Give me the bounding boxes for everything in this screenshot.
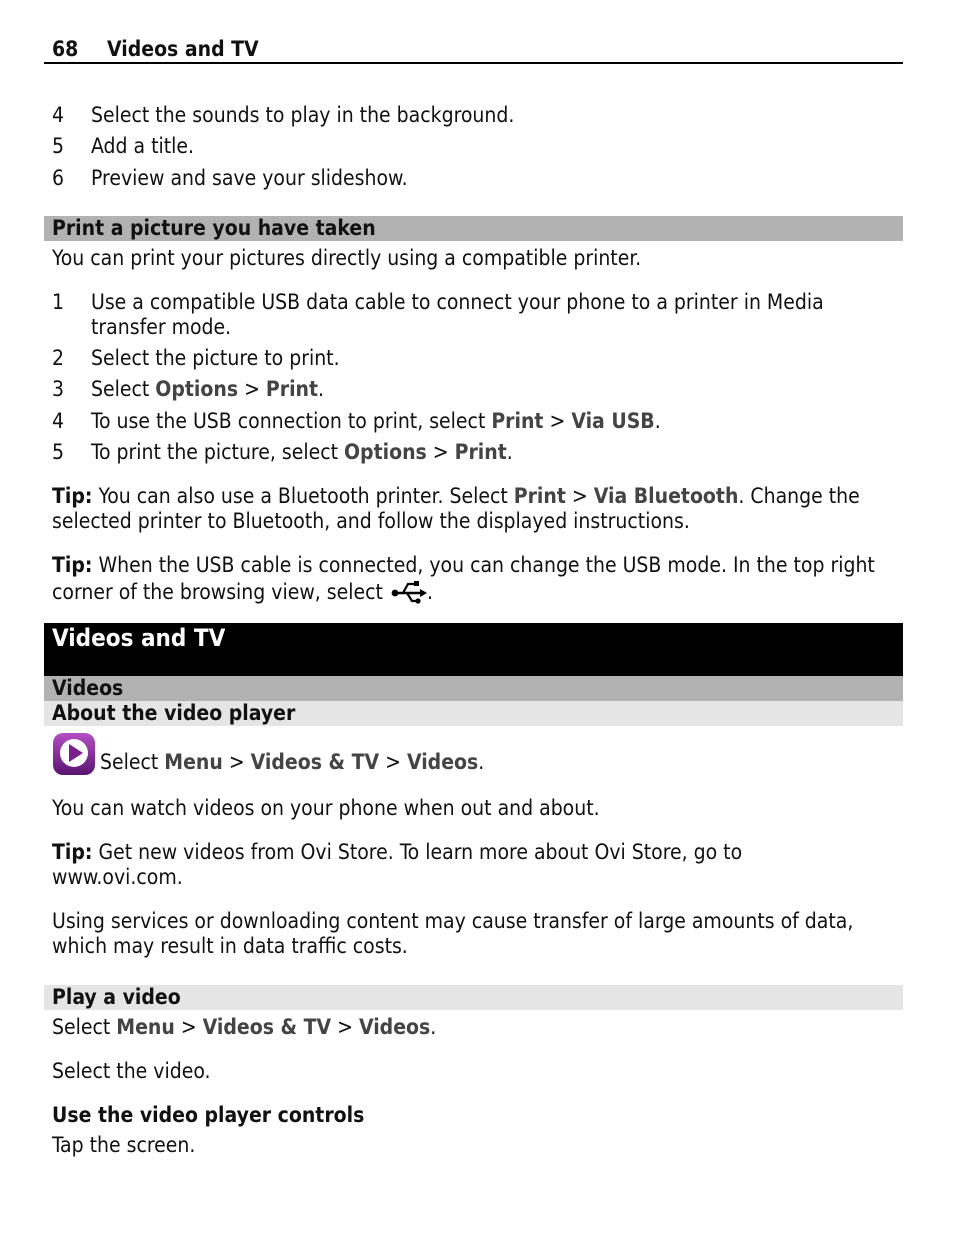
line-post: . xyxy=(478,750,485,774)
step-number: 5 xyxy=(52,440,65,464)
tap-text: Tap the screen. xyxy=(52,1133,196,1157)
play-heading: Play a video xyxy=(52,985,181,1009)
menu-separator: > xyxy=(426,440,455,464)
select-video-text: Select the video. xyxy=(52,1059,211,1083)
menu-options: Options xyxy=(344,440,427,464)
tip-bluetooth-line1 xyxy=(52,484,860,509)
tip-usb-line1 xyxy=(52,553,875,578)
tip-label: Tip: xyxy=(52,840,93,864)
step-text xyxy=(91,377,324,402)
tip-text: corner of the browsing view, select xyxy=(52,579,383,604)
line-post: . xyxy=(430,1015,437,1039)
subsection-title: Videos xyxy=(52,676,124,700)
watch-text: You can watch videos on your phone when out and about. xyxy=(52,796,600,820)
usb-icon xyxy=(391,578,427,606)
step-pre: To use the USB connection to print, select xyxy=(91,409,492,433)
menu-separator: > xyxy=(174,1015,203,1039)
tip-ovi-line1 xyxy=(52,840,742,865)
tip-text: Get new videos from Ovi Store. To learn more about Ovi Store, go to xyxy=(92,840,743,864)
section-title: Videos and TV xyxy=(52,624,226,652)
step-text: Use a compatible USB data cable to connect your phone to a printer in Media transfer mode. xyxy=(91,290,824,339)
video-player-icon xyxy=(52,732,96,776)
step-post: . xyxy=(654,409,661,433)
step-pre: To print the picture, select xyxy=(91,440,344,464)
play-heading-band xyxy=(44,985,903,1010)
step-number: 6 xyxy=(52,166,65,190)
menu-videos-tv: Videos & TV xyxy=(202,1015,332,1039)
step-text: Preview and save your slideshow. xyxy=(91,166,408,190)
step-text: Add a title. xyxy=(91,134,195,158)
print-intro: You can print your pictures directly using a compatible printer. xyxy=(52,246,642,270)
menu-separator: > xyxy=(331,1015,359,1039)
about-heading: About the video player xyxy=(52,701,296,725)
menu-separator: > xyxy=(238,377,266,401)
step-number: 4 xyxy=(52,409,65,433)
tip-label: Tip: xyxy=(52,553,93,577)
menu-print: Print xyxy=(454,440,507,464)
subsection-band xyxy=(44,676,903,701)
menu-via-usb: Via USB xyxy=(571,409,655,433)
step-number: 5 xyxy=(52,134,65,158)
step-number: 2 xyxy=(52,346,65,370)
select-menu-line xyxy=(100,750,484,775)
play-select-line xyxy=(52,1015,436,1040)
menu-options: Options xyxy=(155,377,239,401)
section-band xyxy=(44,623,903,676)
data-cost-line1: Using services or downloading content may cause transfer of large amounts of data, xyxy=(52,909,854,933)
step-text xyxy=(91,409,661,434)
menu-print: Print xyxy=(491,409,544,433)
chapter-title: Videos and TV xyxy=(107,37,259,61)
menu-separator: > xyxy=(565,484,594,508)
menu-menu: Menu xyxy=(116,1015,175,1039)
step-number: 4 xyxy=(52,103,65,127)
step-post: . xyxy=(318,377,325,401)
menu-via-bluetooth: Via Bluetooth xyxy=(593,484,739,508)
tip-text: . xyxy=(426,579,433,604)
print-heading: Print a picture you have taken xyxy=(52,216,376,240)
menu-print: Print xyxy=(265,377,319,401)
menu-videos: Videos xyxy=(358,1015,431,1039)
menu-separator: > xyxy=(222,750,251,774)
tip-ovi-line2: www.ovi.com. xyxy=(52,865,183,889)
tip-bluetooth-line2: selected printer to Bluetooth, and follow the displayed instructions. xyxy=(52,509,690,533)
menu-separator: > xyxy=(543,409,572,433)
tip-usb-line2 xyxy=(52,578,433,606)
step-text: Select the picture to print. xyxy=(91,346,340,370)
tip-text: When the USB cable is connected, you can change the USB mode. In the top right xyxy=(92,553,875,577)
about-heading-band xyxy=(44,701,903,726)
line-pre: Select xyxy=(100,750,165,774)
step-text xyxy=(91,440,513,465)
controls-heading: Use the video player controls xyxy=(52,1103,365,1127)
menu-print: Print xyxy=(513,484,566,508)
print-heading-band xyxy=(44,216,903,241)
step-number: 1 xyxy=(52,290,65,314)
menu-videos-tv: Videos & TV xyxy=(250,750,380,774)
page-number: 68 xyxy=(52,37,79,61)
tip-text: You can also use a Bluetooth printer. Select xyxy=(92,484,514,508)
step-pre: Select xyxy=(91,377,156,401)
page-header xyxy=(44,36,903,64)
menu-videos: Videos xyxy=(406,750,479,774)
menu-menu: Menu xyxy=(164,750,223,774)
step-post: . xyxy=(506,440,513,464)
tip-text: . Change the xyxy=(738,484,860,508)
menu-separator: > xyxy=(379,750,407,774)
step-text: Select the sounds to play in the background. xyxy=(91,103,515,127)
line-pre: Select xyxy=(52,1015,117,1039)
tip-label: Tip: xyxy=(52,484,93,508)
data-cost-line2: which may result in data traffic costs. xyxy=(52,934,408,958)
step-number: 3 xyxy=(52,377,65,401)
